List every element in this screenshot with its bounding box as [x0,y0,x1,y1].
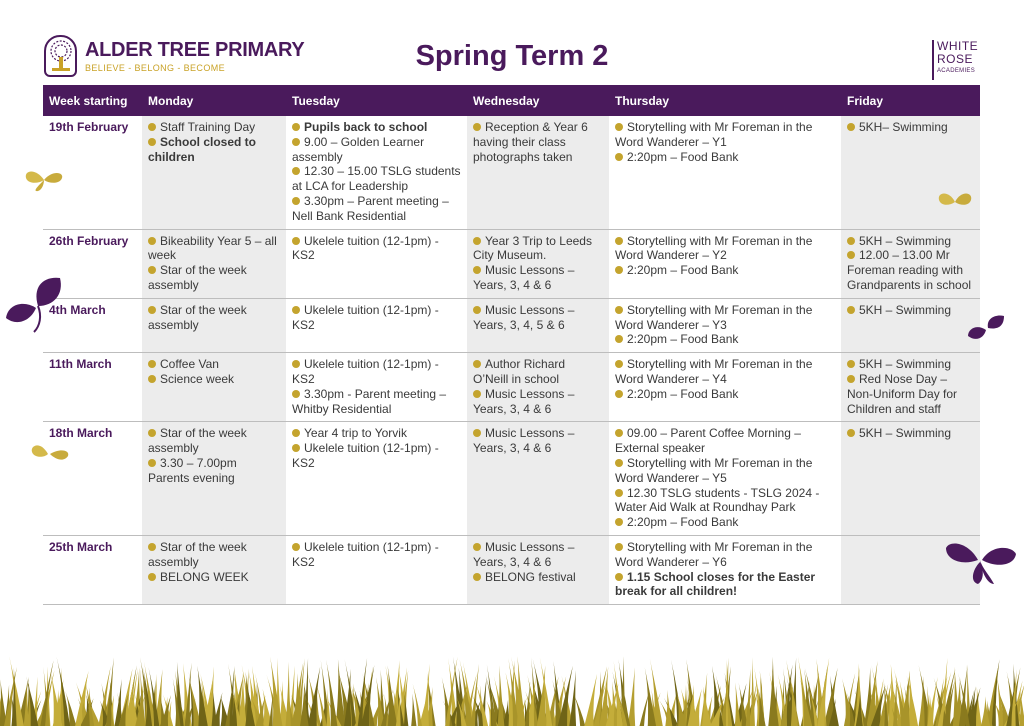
event-text: 2:20pm – Food Bank [627,515,739,530]
event-item [615,426,835,456]
table-row [43,298,980,352]
event-item [148,303,280,333]
event-text: Author Richard O’Neill in school [473,357,566,386]
event-text: Music Lessons – Years, 3, 4 & 6 [473,426,575,456]
bullet-dot-icon [148,459,156,467]
event-text: 2:20pm – Food Bank [627,263,739,278]
thursday-cell [609,535,841,604]
event-item [847,234,974,249]
event-item [292,441,461,471]
tuesday-cell [286,116,467,229]
butterfly-icon [4,276,66,334]
bullet-dot-icon [615,518,623,526]
bullet-dot-icon [615,306,623,314]
event-text: Storytelling with Mr Foreman in the Word Wanderer – Y3 [615,302,813,332]
table-row [43,116,980,229]
bullet-dot-icon [473,123,481,131]
event-item [615,303,835,333]
butterfly-icon [966,314,1006,344]
bullet-dot-icon [148,573,156,581]
col-header-tuesday: Tuesday [286,85,467,116]
monday-cell [142,298,286,352]
tuesday-cell [286,229,467,298]
bullet-dot-icon [615,543,623,551]
bullet-dot-icon [148,360,156,368]
trust-logo-line3: ACADEMIES [937,68,976,74]
event-item [847,303,974,318]
bullet-dot-icon [292,138,300,146]
event-item [615,387,835,402]
table-row [43,535,980,604]
event-text: 5KH – Swimming [859,302,952,317]
event-text: 2:20pm – Food Bank [627,386,739,401]
event-item [847,426,974,441]
event-text: Storytelling with Mr Foreman in the Word Wanderer – Y4 [615,357,813,386]
event-text: Star of the week assembly [148,302,247,332]
event-text: Ukelele tuition (12-1pm) - KS2 [292,233,439,263]
event-text: 3.30pm - Parent meeting – Whitby Residential [292,386,447,416]
event-text: Bikeability Year 5 – all week [148,233,277,263]
event-text: 5KH – Swimming [859,233,952,248]
bullet-dot-icon [473,360,481,368]
event-text: 3.30 – 7.00pm Parents evening [148,455,237,485]
event-text: Ukelele tuition (12-1pm) - KS2 [292,357,439,386]
wednesday-cell [467,116,609,229]
wednesday-cell [467,422,609,536]
bullet-dot-icon [473,429,481,437]
event-item [847,372,974,416]
week-starting-cell: 25th March [43,535,142,604]
bullet-dot-icon [615,429,623,437]
event-text: Ukelele tuition (12-1pm) - KS2 [292,539,439,569]
event-item [148,372,280,387]
event-text: Star of the week assembly [148,426,247,456]
bullet-dot-icon [615,573,623,581]
table-header-row [43,85,980,116]
bullet-dot-icon [473,266,481,274]
event-text: 12.30 – 15.00 TSLG students at LCA for Leadership [292,164,461,194]
event-item [292,194,461,224]
bullet-dot-icon [615,489,623,497]
bullet-dot-icon [615,390,623,398]
tuesday-cell [286,422,467,536]
event-item [292,303,461,333]
event-item [473,303,603,333]
bullet-dot-icon [292,167,300,175]
bullet-dot-icon [615,335,623,343]
week-starting-cell: 19th February [43,116,142,229]
monday-cell [142,116,286,229]
bullet-dot-icon [847,251,855,259]
school-name: ALDER TREE PRIMARY [85,39,305,61]
tuesday-cell [286,298,467,352]
event-item [473,570,603,585]
trust-logo-line2: ROSE [937,52,974,66]
event-text: BELONG festival [485,569,576,584]
bullet-dot-icon [615,237,623,245]
monday-cell [142,229,286,298]
grass-illustration [0,656,1024,726]
event-item [615,263,835,278]
bullet-dot-icon [473,543,481,551]
bullet-dot-icon [615,360,623,368]
event-item [615,486,835,516]
event-text: 3.30pm – Parent meeting – Nell Bank Residential [292,193,449,223]
event-text: Star of the week assembly [148,263,247,292]
event-text: Music Lessons – Years, 3, 4 & 6 [473,539,575,569]
week-starting-cell: 26th February [43,229,142,298]
event-text: Music Lessons – Years, 3, 4 & 6 [473,386,575,416]
table-row [43,353,980,422]
event-item [473,263,603,293]
bullet-dot-icon [473,573,481,581]
event-item [473,234,603,264]
event-text: Reception & Year 6 having their class photographs taken [473,120,588,164]
bullet-dot-icon [292,306,300,314]
event-item [148,456,280,486]
event-text: 9.00 – Golden Learner assembly [292,134,425,164]
event-item [615,120,835,150]
event-text: Storytelling with Mr Foreman in the Word Wanderer – Y6 [615,539,813,569]
event-item [148,357,280,372]
event-text: Science week [160,371,235,386]
table-row [43,229,980,298]
week-starting-cell: 4th March [43,298,142,352]
bullet-dot-icon [615,153,623,161]
event-item [615,357,835,387]
event-item [615,540,835,570]
event-item [148,135,280,165]
event-item [473,120,603,164]
bullet-dot-icon [292,360,300,368]
bullet-dot-icon [148,266,156,274]
bullet-dot-icon [292,123,300,131]
event-text: Storytelling with Mr Foreman in the Word Wanderer – Y1 [615,120,813,149]
col-header-thursday: Thursday [609,85,841,116]
bullet-dot-icon [292,390,300,398]
event-item [615,234,835,264]
event-item [148,120,280,135]
event-text: School closed to children [148,134,257,164]
wednesday-cell [467,353,609,422]
event-text: Storytelling with Mr Foreman in the Word Wanderer – Y2 [615,233,813,263]
event-item [473,540,603,570]
thursday-cell [609,116,841,229]
event-text: 5KH – Swimming [859,357,952,372]
bullet-dot-icon [148,138,156,146]
trust-logo-line1: WHITE [937,39,979,53]
bullet-dot-icon [148,429,156,437]
friday-cell [841,422,980,536]
event-item [292,164,461,194]
col-header-friday: Friday [841,85,980,116]
event-text: Red Nose Day – Non-Uniform Day for Children and staff [847,371,958,416]
event-item [292,357,461,387]
bullet-dot-icon [615,123,623,131]
monday-cell [142,422,286,536]
event-item [292,540,461,570]
wednesday-cell [467,229,609,298]
event-text: Pupils back to school [304,120,428,134]
bullet-dot-icon [292,429,300,437]
bullet-dot-icon [148,306,156,314]
bullet-dot-icon [847,360,855,368]
bullet-dot-icon [148,543,156,551]
thursday-cell [609,353,841,422]
week-starting-cell: 11th March [43,353,142,422]
event-item [615,150,835,165]
event-item [473,387,603,417]
bullet-dot-icon [292,237,300,245]
wednesday-cell [467,535,609,604]
bullet-dot-icon [473,390,481,398]
butterfly-icon [30,440,70,468]
monday-cell [142,353,286,422]
event-item [473,426,603,456]
bullet-dot-icon [473,237,481,245]
bullet-dot-icon [292,444,300,452]
thursday-cell [609,229,841,298]
school-tagline: BELIEVE - BELONG - BECOME [85,63,226,73]
bullet-dot-icon [615,459,623,467]
event-item [292,234,461,264]
event-text: 09.00 – Parent Coffee Morning – External speaker [615,426,801,456]
event-item [292,426,461,441]
butterfly-icon [944,540,1018,588]
event-item [148,570,280,585]
event-item [615,515,835,530]
event-text: Year 3 Trip to Leeds City Museum. [473,233,592,263]
friday-cell [841,353,980,422]
event-item [847,248,974,292]
event-text: 5KH – Swimming [859,426,952,441]
event-text: 1.15 School closes for the Easter break for all children! [615,569,816,599]
table-row [43,422,980,536]
bullet-dot-icon [847,237,855,245]
event-text: Star of the week assembly [148,539,247,569]
butterfly-icon [935,190,975,214]
event-item [847,357,974,372]
event-text: Ukelele tuition (12-1pm) - KS2 [292,441,439,470]
event-item [148,234,280,264]
white-rose-academies-logo [932,40,982,80]
event-item [148,426,280,456]
event-text: Ukelele tuition (12-1pm) - KS2 [292,302,439,332]
bullet-dot-icon [292,543,300,551]
event-text: Staff Training Day [160,120,256,134]
monday-cell [142,535,286,604]
tuesday-cell [286,353,467,422]
friday-cell [841,229,980,298]
event-item [615,570,835,600]
event-text: 5KH– Swimming [859,120,948,134]
event-item [148,540,280,570]
event-text: 12.00 – 13.00 Mr Foreman reading with Grandparents in school [847,248,972,292]
wednesday-cell [467,298,609,352]
thursday-cell [609,298,841,352]
event-item [615,332,835,347]
bullet-dot-icon [292,197,300,205]
term-calendar-table [43,85,980,605]
event-text: 12.30 TSLG students - TSLG 2024 - Water Aid Walk at Roundhay Park [615,485,820,515]
event-text: Music Lessons – Years, 3, 4 & 6 [473,263,575,292]
week-starting-cell: 18th March [43,422,142,536]
event-text: Year 4 trip to Yorvik [304,426,407,441]
bullet-dot-icon [847,429,855,437]
event-text: 2:20pm – Food Bank [627,332,739,347]
tuesday-cell [286,535,467,604]
butterfly-icon [24,166,64,194]
event-text: 2:20pm – Food Bank [627,149,739,164]
event-text: BELONG WEEK [160,569,249,584]
event-item [847,120,974,135]
friday-cell [841,298,980,352]
col-header-monday: Monday [142,85,286,116]
col-header-week: Week starting [43,85,142,116]
page-title: Spring Term 2 [415,40,609,72]
event-item [473,357,603,387]
event-item [615,456,835,486]
event-text: Coffee Van [160,357,219,372]
event-item [292,120,461,135]
event-text: Storytelling with Mr Foreman in the Word Wanderer – Y5 [615,455,813,485]
bullet-dot-icon [148,123,156,131]
col-header-wednesday: Wednesday [467,85,609,116]
bullet-dot-icon [473,306,481,314]
bullet-dot-icon [847,123,855,131]
bullet-dot-icon [148,375,156,383]
thursday-cell [609,422,841,536]
bullet-dot-icon [148,237,156,245]
event-text: Music Lessons – Years, 3, 4, 5 & 6 [473,302,575,332]
event-item [292,135,461,165]
bullet-dot-icon [847,306,855,314]
event-item [148,263,280,293]
bullet-dot-icon [615,266,623,274]
event-item [292,387,461,417]
bullet-dot-icon [847,375,855,383]
